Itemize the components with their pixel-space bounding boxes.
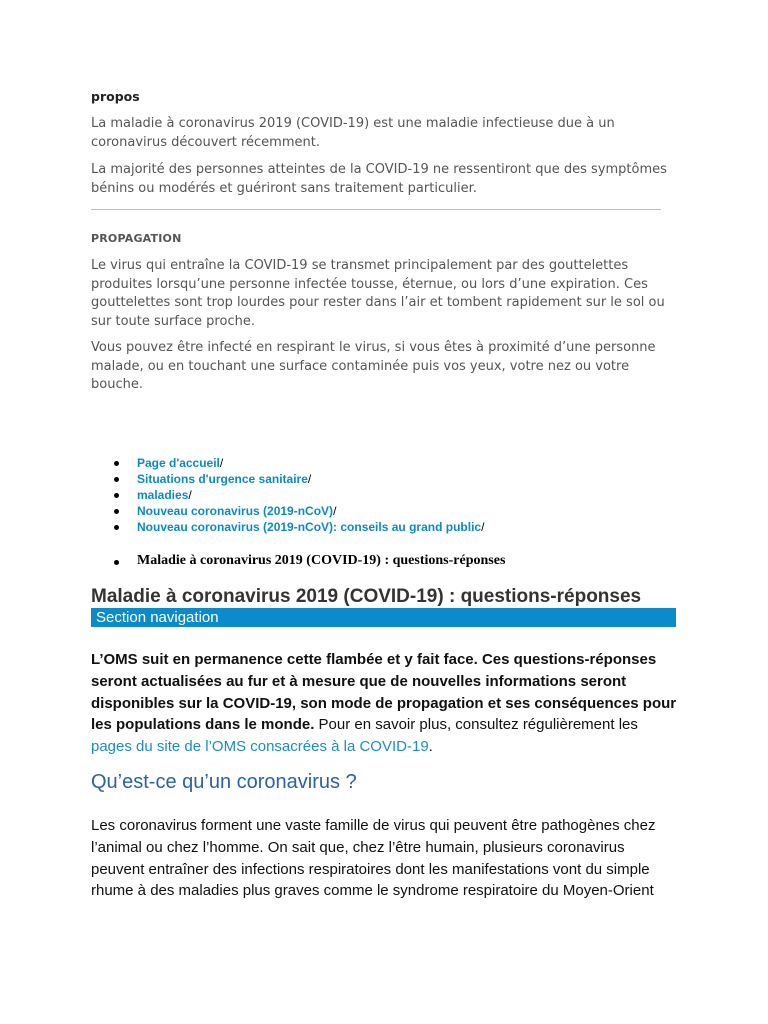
breadcrumb-item: [137, 455, 484, 471]
lead-text: Pour en savoir plus, consultez régulièrement les: [314, 716, 638, 734]
question-heading-coronavirus: Qu’est-ce qu’un coronavirus ?: [91, 771, 357, 793]
propagation-paragraph-2: Vous pouvez être infecté en respirant le virus, si vous êtes à proximité d’une personne malade, ou en touchant une surface contaminée puis vos yeux, votre nez ou votre bouche.: [91, 340, 656, 392]
section-divider: [91, 209, 661, 210]
breadcrumb-separator: /: [307, 472, 312, 486]
propagation-heading: PROPAGATION: [91, 232, 182, 245]
propagation-paragraph-1: Le virus qui entraîne la COVID-19 se transmet principalement par des gouttelettes produites lorsqu’une personne infectée tousse, éternue, ou lors d’une expiration. Ces gouttelettes sont trop lourdes pour rester dans l’air et tombent rapidement sur le sol ou sur toute surface proche.: [91, 258, 665, 329]
breadcrumb-separator: /: [219, 456, 224, 470]
breadcrumb-separator: /: [481, 520, 485, 534]
breadcrumb-item: [137, 503, 484, 519]
breadcrumb-link-emergencies[interactable]: Situations d'urgence sanitaire: [137, 472, 308, 486]
breadcrumb-link-diseases[interactable]: maladies: [137, 488, 189, 502]
page-title: Maladie à coronavirus 2019 (COVID-19) : questions-réponses: [91, 586, 642, 607]
lead-paragraph: [91, 649, 681, 758]
about-paragraph-2: La majorité des personnes atteintes de la COVID-19 ne ressentiront que des symptômes bénins ou modérés et guériront sans traitement particulier.: [91, 162, 667, 196]
breadcrumb-separator: /: [333, 504, 337, 518]
section-navigation-bar[interactable]: Section navigation: [91, 608, 676, 627]
who-covid-pages-link[interactable]: pages du site de l’OMS consacrées à la COVID-19: [91, 738, 429, 756]
breadcrumb-separator: /: [188, 488, 192, 502]
breadcrumb-item: [137, 487, 484, 503]
breadcrumb: [137, 455, 484, 535]
breadcrumb-link-public-advice[interactable]: Nouveau coronavirus (2019-nCoV): conseils au grand public: [137, 520, 482, 534]
answer-paragraph-coronavirus: Les coronavirus forment une vaste famille de virus qui peuvent être pathogènes chez l’animal ou chez l’homme. On sait que, chez l’être humain, plusieurs coronavirus peuvent entraîner des infections respiratoires dont les manifestations vont du simple rhume à des maladies plus graves comme le syndrome respiratoire du Moyen-Orient: [91, 817, 656, 900]
breadcrumb-link-home[interactable]: Page d'accueil: [137, 456, 220, 470]
lead-end: .: [428, 738, 433, 756]
lead-bold-text: L’OMS suit en permanence cette flambée et y fait face. Ces questions-réponses seront actualisées au fur et à mesure que de nouvelles informations seront disponibles sur la COVID-19, son mode de propagation et ses conséquences pour les populations dans le monde.: [91, 651, 677, 734]
about-heading: propos: [91, 89, 140, 104]
breadcrumb-item: [137, 519, 484, 535]
about-paragraph-1: La maladie à coronavirus 2019 (COVID-19) est une maladie infectieuse due à un coronavirus découvert récemment.: [91, 116, 615, 150]
breadcrumb-current: Maladie à coronavirus 2019 (COVID-19) : questions-réponses: [137, 553, 506, 568]
breadcrumb-link-novel-coronavirus[interactable]: Nouveau coronavirus (2019-nCoV): [137, 504, 334, 518]
breadcrumb-item: [137, 471, 484, 487]
